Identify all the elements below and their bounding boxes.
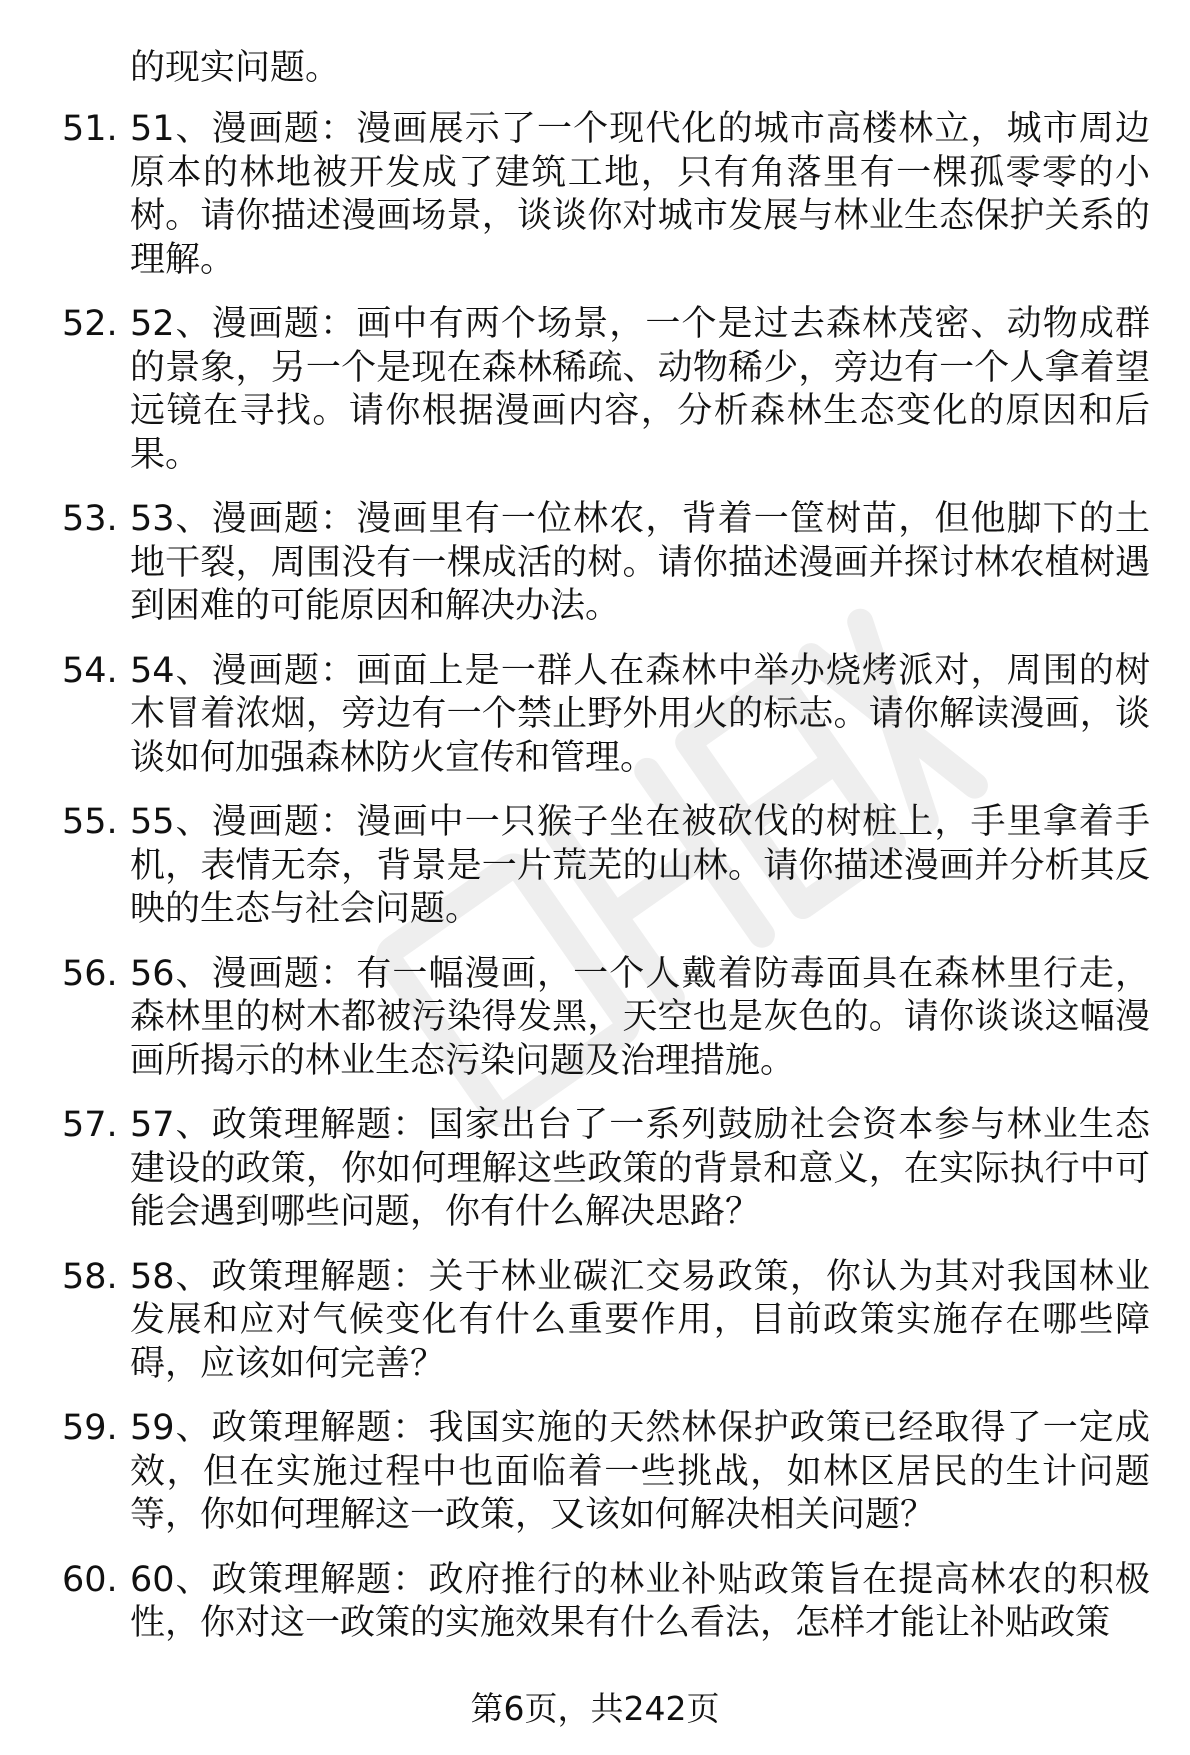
question-item: [0, 953, 1150, 1084]
question-number: 51.: [62, 109, 118, 149]
question-item: [0, 1407, 1150, 1538]
question-text: 52、漫画题：画中有两个场景，一个是过去森林茂密、动物成群的景象，另一个是现在森林稀疏、动物稀少，旁边有一个人拿着望远镜在寻找。请你根据漫画内容，分析森林生态变化的原因和后果。: [130, 304, 1150, 475]
question-item: [0, 650, 1150, 781]
continuation-text: 的现实问题。: [130, 48, 341, 88]
question-text: 54、漫画题：画面上是一群人在森林中举办烧烤派对，周围的树木冒着浓烟，旁边有一个禁止野外用火的标志。请你解读漫画，谈谈如何加强森林防火宣传和管理。: [130, 650, 1150, 778]
question-text: 51、漫画题：漫画展示了一个现代化的城市高楼林立，城市周边原本的林地被开发成了建筑工地，只有角落里有一棵孤零零的小树。请你描述漫画场景，谈谈你对城市发展与林业生态保护关系的理解。: [130, 109, 1150, 280]
question-number: 56.: [62, 953, 118, 994]
page-footer: 第6页，共242页: [470, 1689, 720, 1728]
question-text: 55、漫画题：漫画中一只猴子坐在被砍伐的树桩上，手里拿着手机，表情无奈，背景是一片荒芜的山林。请你描述漫画并分析其反映的生态与社会问题。: [130, 802, 1150, 929]
question-item: [0, 801, 1150, 932]
question-text: 59、政策理解题：我国实施的天然林保护政策已经取得了一定成效，但在实施过程中也面临着一些挑战，如林区居民的生计问题等，你如何理解这一政策，又该如何解决相关问题？: [130, 1408, 1150, 1535]
question-number: 60.: [62, 1559, 118, 1600]
question-text: 57、政策理解题：国家出台了一系列鼓励社会资本参与林业生态建设的政策，你如何理解这些政策的背景和意义，在实际执行中可能会遇到哪些问题，你有什么解决思路？: [130, 1105, 1150, 1232]
question-text: 60、政策理解题：政府推行的林业补贴政策旨在提高林农的积极性，你对这一政策的实施效果有什么看法，怎样才能让补贴政策: [130, 1559, 1150, 1643]
question-number: 59.: [62, 1408, 118, 1448]
question-item: [0, 1256, 1150, 1387]
question-item: [0, 108, 1150, 282]
question-number: 55.: [62, 802, 118, 842]
question-text: 58、政策理解题：关于林业碳汇交易政策，你认为其对我国林业发展和应对气候变化有什么重要作用，目前政策实施存在哪些障碍，应该如何完善？: [130, 1256, 1150, 1384]
question-number: 54.: [62, 650, 118, 691]
question-item: [0, 1559, 1150, 1646]
question-item: [0, 498, 1150, 629]
question-item: [0, 1104, 1150, 1235]
question-item: [0, 303, 1150, 477]
question-number: 52.: [62, 304, 118, 344]
question-list: [0, 108, 1190, 1667]
question-number: 57.: [62, 1105, 118, 1145]
question-text: 56、漫画题：有一幅漫画，一个人戴着防毒面具在森林里行走，森林里的树木都被污染得发黑，天空也是灰色的。请你谈谈这幅漫画所揭示的林业生态污染问题及治理措施。: [130, 953, 1150, 1081]
question-number: 58.: [62, 1256, 118, 1297]
question-number: 53.: [62, 499, 118, 539]
question-text: 53、漫画题：漫画里有一位林农，背着一筐树苗，但他脚下的土地干裂，周围没有一棵成活的树。请你描述漫画并探讨林农植树遇到困难的可能原因和解决办法。: [130, 499, 1150, 626]
